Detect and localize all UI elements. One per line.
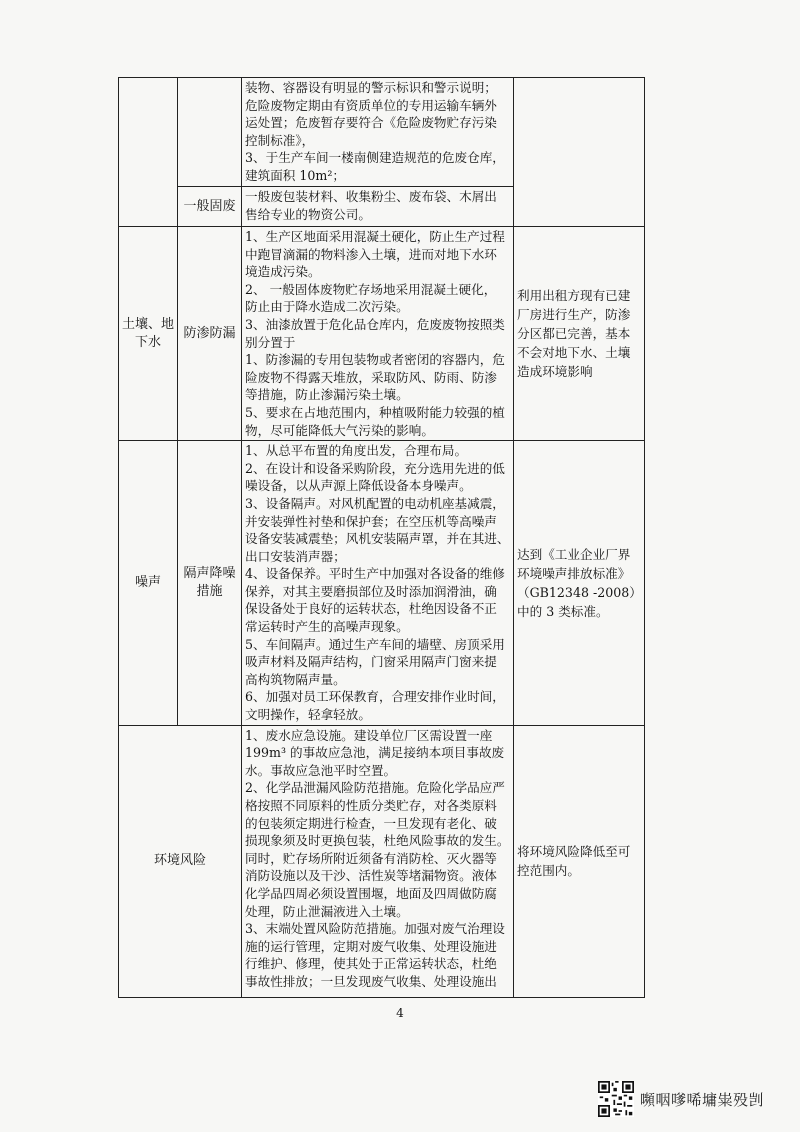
measure-line: 2、在设计和设备采购阶段，充分选用先进的低 (245, 460, 505, 476)
measure-line: 并安装弹性衬垫和保护套；在空压机等高噪声 (245, 513, 497, 529)
subcategory-cell-empty (178, 78, 242, 187)
measure-line: 3、末端处置风险防范措施。加强对废气治理设 (245, 921, 505, 937)
measure-line: 险废物不得露天堆放，采取防风、防雨、防渗 (245, 369, 497, 385)
measure-line: 同时，贮存场所附近须备有消防栓、灭火器等 (245, 850, 497, 866)
measure-line: 4、设备保养。平时生产中加强对各设备的维修 (245, 566, 505, 582)
effect-risk: 将环境风险降低至可控范围内。 (514, 725, 645, 997)
table-row-hazardous-continued (119, 78, 645, 187)
measure-line: 别分置于 (245, 334, 296, 350)
qr-code-icon (598, 1081, 634, 1117)
effect-soil: 利用出租方现有已建厂房进行生产，防渗分区都已完善，基本不会对地下水、土壤造成环境影响 (514, 227, 645, 441)
effect-noise: 达到《工业企业厂界环境噪声排放标准》（GB12348 -2008）中的 3 类标准。 (514, 441, 645, 726)
table-row-noise (119, 441, 645, 726)
measure-line: 2、 一般固体废物贮存场地采用混凝土硬化， (245, 281, 497, 297)
measure-line: 运处置；危废暂存要符合《危险废物贮存污染 (245, 115, 497, 131)
measure-line: 的包装须定期进行检查，一旦发现有老化、破 (245, 815, 497, 831)
effect-cell-empty (514, 78, 645, 227)
measure-line: 危险废物定期由有资质单位的专用运输车辆外 (245, 97, 497, 113)
measure-line: 防止由于降水造成二次污染。 (245, 299, 409, 315)
measure-line: 3、设备隔声。对风机配置的电动机座基减震， (245, 495, 505, 511)
measure-line: 建筑面积 10m²； (245, 167, 345, 183)
measure-line: 境造成污染。 (245, 264, 321, 280)
table-row-soil (119, 227, 645, 441)
measure-line: 6、加强对员工环保教育，合理安排作业时间， (245, 689, 505, 705)
measure-line: 处理，防止泄漏液进入土壤。 (245, 903, 409, 919)
measure-line: 常运转时产生的高噪声现象。 (245, 619, 409, 635)
measure-line: 事故性排放；一旦发现废气收集、处理设施出 (245, 973, 497, 989)
subcategory-noise: 隔声降噪措施 (178, 441, 242, 726)
measures-table (118, 77, 645, 998)
measure-line: 控制标准》， (245, 132, 315, 148)
measure-line: 保养，对其主要磨损部位及时添加润滑油，确 (245, 583, 497, 599)
measure-line: 中跑冒滴漏的物料渗入土壤，进而对地下水环 (245, 246, 497, 262)
measure-line: 5、车间隔声。通过生产车间的墙壁、房顶采用 (245, 636, 505, 652)
measure-line: 化学品四周必须设置围堰，地面及四周做防腐 (245, 885, 497, 901)
measure-line: 1、生产区地面采用混凝土硬化，防止生产过程 (245, 229, 505, 244)
measure-line: 2、化学品泄漏风险防范措施。危险化学品应严 (245, 780, 505, 796)
measure-line: 行维护、修理，使其处于正常运转状态，杜绝 (245, 956, 497, 972)
measure-line: 设备安装减震垫；风机安装隔声罩，并在其进、 (245, 531, 510, 547)
measure-cell (242, 725, 514, 997)
category-cell-empty (119, 78, 178, 227)
measure-line: 1、防渗漏的专用包装物或者密闭的容器内，危 (245, 352, 505, 368)
measure-line: 1、废水应急设施。建设单位厂区需设置一座 (245, 727, 493, 743)
subcategory-soil: 防渗防漏 (178, 227, 242, 441)
measure-line: 5、要求在占地范围内，种植吸附能力较强的植 (245, 404, 505, 420)
page-number: 4 (396, 1006, 404, 1020)
measure-line: 3、油漆放置于危化品仓库内，危废废物按照类 (245, 316, 505, 332)
measure-line: 噪设备，以从声源上降低设备本身噪声。 (245, 478, 472, 494)
measure-line: 水。事故应急池平时空置。 (245, 762, 397, 778)
measure-line: 格按照不同原料的性质分类贮存，对各类原料 (245, 798, 497, 813)
subcategory-general-waste: 一般固废 (178, 187, 242, 227)
measure-line: 文明操作，轻拿轻放。 (245, 707, 371, 723)
measure-line: 等措施，防止渗漏污染土壤。 (245, 387, 409, 403)
measure-line: 199m³ 的事故应急池，满足接纳本项目事故废 (245, 745, 505, 761)
table-row-risk (119, 725, 645, 997)
measure-line: 损现象须及时更换包装，杜绝风险事故的发生。 (245, 833, 510, 849)
category-soil: 土壤、地下水 (119, 227, 178, 441)
measure-line: 售给专业的物资公司。 (245, 206, 371, 222)
measure-line: 装物、容器设有明显的警示标识和警示说明； (245, 80, 497, 95)
measure-line: 一般废包装材料、收集粉尘、废布袋、木屑出 (245, 189, 497, 204)
category-risk: 环境风险 (119, 725, 242, 997)
measure-line: 高构筑物隔声量。 (245, 671, 346, 687)
measure-line: 物，尽可能降低大气污染的影响。 (245, 422, 434, 438)
category-noise: 噪声 (119, 441, 178, 726)
measure-line: 消防设施以及干沙、活性炭等堵漏物资。液体 (245, 868, 497, 884)
measure-line: 吸声材料及隔声结构，门窗采用隔声门窗来提 (245, 654, 497, 670)
measure-cell (242, 187, 514, 227)
measure-line: 保设备处于良好的运转状态，杜绝因设备不正 (245, 601, 497, 617)
measure-line: 施的运行管理，定期对废气收集、处理设施进 (245, 938, 497, 954)
measure-line: 3、于生产车间一楼南侧建造规范的危废仓库， (245, 150, 505, 166)
measure-cell (242, 227, 514, 441)
measure-cell (242, 441, 514, 726)
measure-line: 1、从总平布置的角度出发，合理布局。 (245, 443, 468, 459)
measure-line: 出口安装消声器； (245, 548, 346, 564)
footer-watermark-text: 嚬咽嗲唏墉粜殁剀 (640, 1091, 765, 1109)
measure-cell (242, 78, 514, 187)
